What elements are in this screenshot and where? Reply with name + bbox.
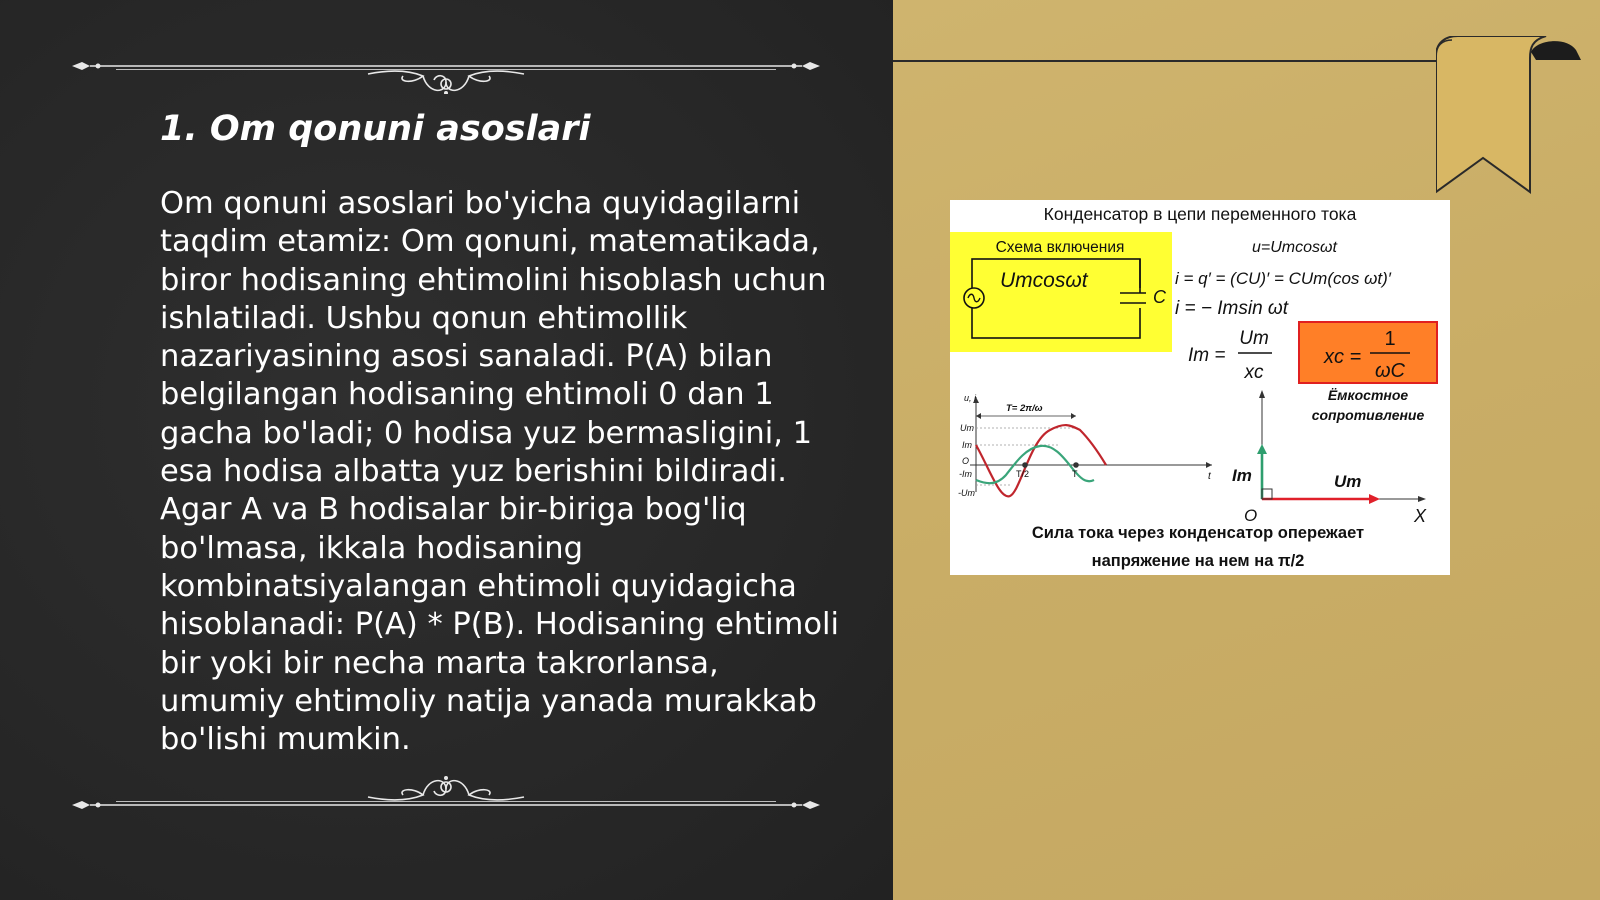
graph-tick-t: T <box>1072 469 1078 479</box>
graph-tick-neg-im: -Im <box>959 469 972 479</box>
xc-den: ωC <box>1374 360 1406 382</box>
eq-im-num: Um <box>1239 328 1269 349</box>
phasor-origin: O <box>1244 506 1258 525</box>
capacitor-ac-diagram <box>950 200 1450 575</box>
figure-heading: Конденсатор в цепи переменного тока <box>1043 204 1357 224</box>
eq-im-lhs: Im = <box>1188 345 1226 366</box>
capacitor-label: C <box>1153 287 1166 307</box>
caption-line-1: Сила тока через конденсатор опережает <box>1031 524 1365 542</box>
eq-current: i = − Imsin ωt <box>1175 298 1288 319</box>
slide-title: 1. Om qonuni asoslari <box>160 109 591 149</box>
reactance-label-2: сопротивление <box>1311 407 1425 423</box>
eq-current-derivative: i = q′ = (CU)′ = CUm(cos ωt)′ <box>1175 269 1391 288</box>
reactance-label-1: Ёмкостное <box>1327 387 1409 403</box>
source-label: Umcosωt <box>1000 269 1088 292</box>
voltage-curve <box>976 425 1106 496</box>
phasor-current-label: Im <box>1232 466 1252 485</box>
graph-tick-um: Um <box>960 423 974 433</box>
graph-tick-im: Im <box>962 440 972 450</box>
graph-tick-o: O <box>962 456 970 466</box>
xc-lhs: xc = <box>1324 346 1362 368</box>
top-rule <box>893 60 1438 62</box>
graph-period: T= 2π/ω <box>1006 403 1043 414</box>
graph-axis-y: u, i <box>964 393 977 403</box>
eq-im-den: xc <box>1244 362 1264 383</box>
phasor-axis-x: X <box>1414 506 1427 526</box>
caption-line-2: напряжение на нем на π/2 <box>1091 552 1305 570</box>
bottom-ornament-divider <box>68 775 824 825</box>
xc-num: 1 <box>1384 328 1396 350</box>
bookmark-ribbon <box>1436 36 1586 201</box>
graph-tick-half: T/2 <box>1016 469 1030 479</box>
top-ornament-divider <box>68 44 824 94</box>
graph-axis-t: t <box>1208 471 1211 482</box>
phasor-voltage-label: Um <box>1334 472 1362 491</box>
reactance-box <box>1299 322 1437 383</box>
graph-tick-neg-um: -Um <box>958 488 975 498</box>
slide-body-text: Om qonuni asoslari bo'yicha quyidagilarni taqdim etamiz: Om qonuni, matematikada, biror hodisaning ehtimolini hisoblash uchun ishlatiladi. Ushbu qonun ehtimollik nazariyasining asosi sanaladi. P(A) bilan belgilangan hodisaning ehtimoli 0 dan 1 gacha bo'ladi; 0 hodisa yuz bermasligini, 1 esa hodisa albatta yuz berishini bildiradi. Agar A va B hodisalar bir-biriga bog'liq bo'lmasa, ikkala hodisaning kombinatsiyalangan ehtimoli quyidagicha hisoblanadi: P(A) * P(B). Hodisaning ehtimoli bir yoki bir necha marta takrorlansa, umumiy ehtimoliy natija yanada murakkab bo'lishi mumkin. <box>160 186 839 758</box>
eq-voltage: u=Umcosωt <box>1252 239 1337 256</box>
scheme-label: Схема включения <box>995 239 1125 256</box>
